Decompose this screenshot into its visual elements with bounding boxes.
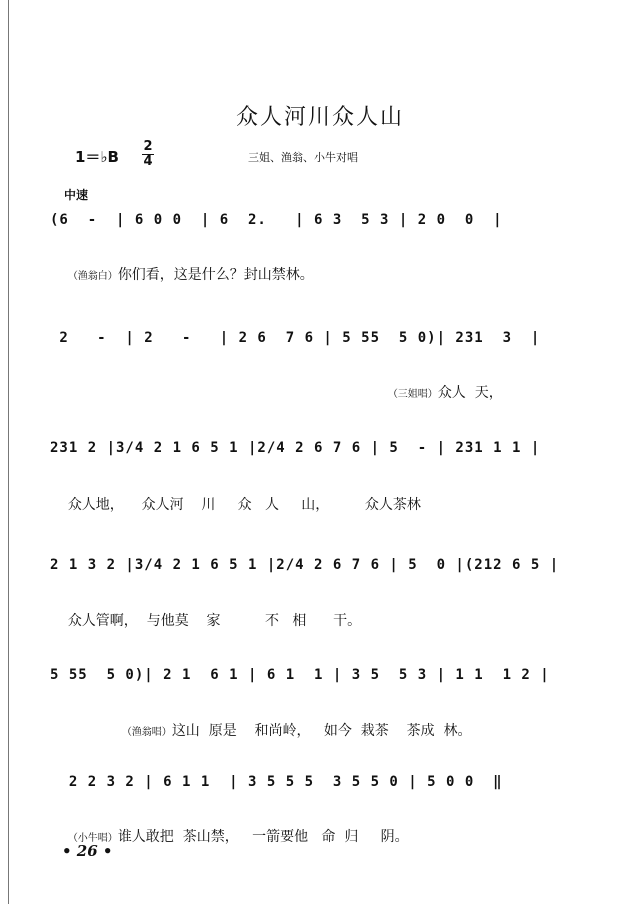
lyric-row-4 <box>50 594 610 646</box>
key-signature: 1＝♭B <box>75 148 119 166</box>
lyric-row-6 <box>50 810 610 862</box>
lyric-row-2 <box>370 366 600 418</box>
lyric-row-1 <box>50 248 610 300</box>
lyric-text: 你们看，这是什么？封山禁林。 <box>117 267 314 283</box>
lyric-row-5 <box>104 704 604 756</box>
notation-row-6: 2 2 3 2 | 6 1 1 | 3 5 5 5 3 5 5 0 | 5 0 0 ‖ <box>50 774 503 790</box>
time-signature-bottom: 4 <box>143 154 153 169</box>
lyric-text: 谁人敢把 茶山禁， 一箭要他 命 归 阴。 <box>117 829 409 845</box>
notation-row-3: 231 2 |3/4 2 1 6 5 1 |2/4 2 6 7 6 | 5 - | 231 1 1 | <box>50 440 541 456</box>
notation-row-4: 2 1 3 2 |3/4 2 1 6 5 1 |2/4 2 6 7 6 | 5 0 |(212 6 5 | <box>50 557 560 573</box>
page-number: • 26 • <box>62 842 113 860</box>
lyric-role: （渔翁白） <box>67 271 118 282</box>
time-signature-top: 2 <box>143 139 153 154</box>
time-signature <box>142 141 154 168</box>
lyric-role: （渔翁唱） <box>121 727 172 738</box>
lyric-text: 众人 天， <box>437 385 503 401</box>
notation-row-1: (6 - | 6 0 0 | 6 2. | 6 3 5 3 | 2 0 0 | <box>50 212 503 228</box>
tempo-marking: 中速 <box>64 188 89 202</box>
lyric-role: （三姐唱） <box>387 389 438 400</box>
lyric-text: 众人管啊， 与他莫 家 不 相 干。 <box>67 613 362 629</box>
page-spine-line <box>8 0 9 904</box>
singers-note: 三姐、渔翁、小牛对唱 <box>248 151 358 164</box>
notation-row-5: 5 55 5 0)| 2 1 6 1 | 6 1 1 | 3 5 5 3 | 1 1 1 2 | <box>50 667 550 683</box>
lyric-text: 这山 原是 和尚岭， 如今 栽茶 茶成 林。 <box>171 723 472 739</box>
notation-row-2: 2 - | 2 - | 2 6 7 6 | 5 55 5 0)| 231 3 | <box>50 330 541 346</box>
lyric-text: 众人地， 众人河 川 众 人 山， 众人茶林 <box>67 497 421 513</box>
lyric-role: （小牛唱） <box>67 833 118 844</box>
lyric-row-3 <box>50 478 610 530</box>
song-title: 众人河川众人山 <box>235 105 404 130</box>
